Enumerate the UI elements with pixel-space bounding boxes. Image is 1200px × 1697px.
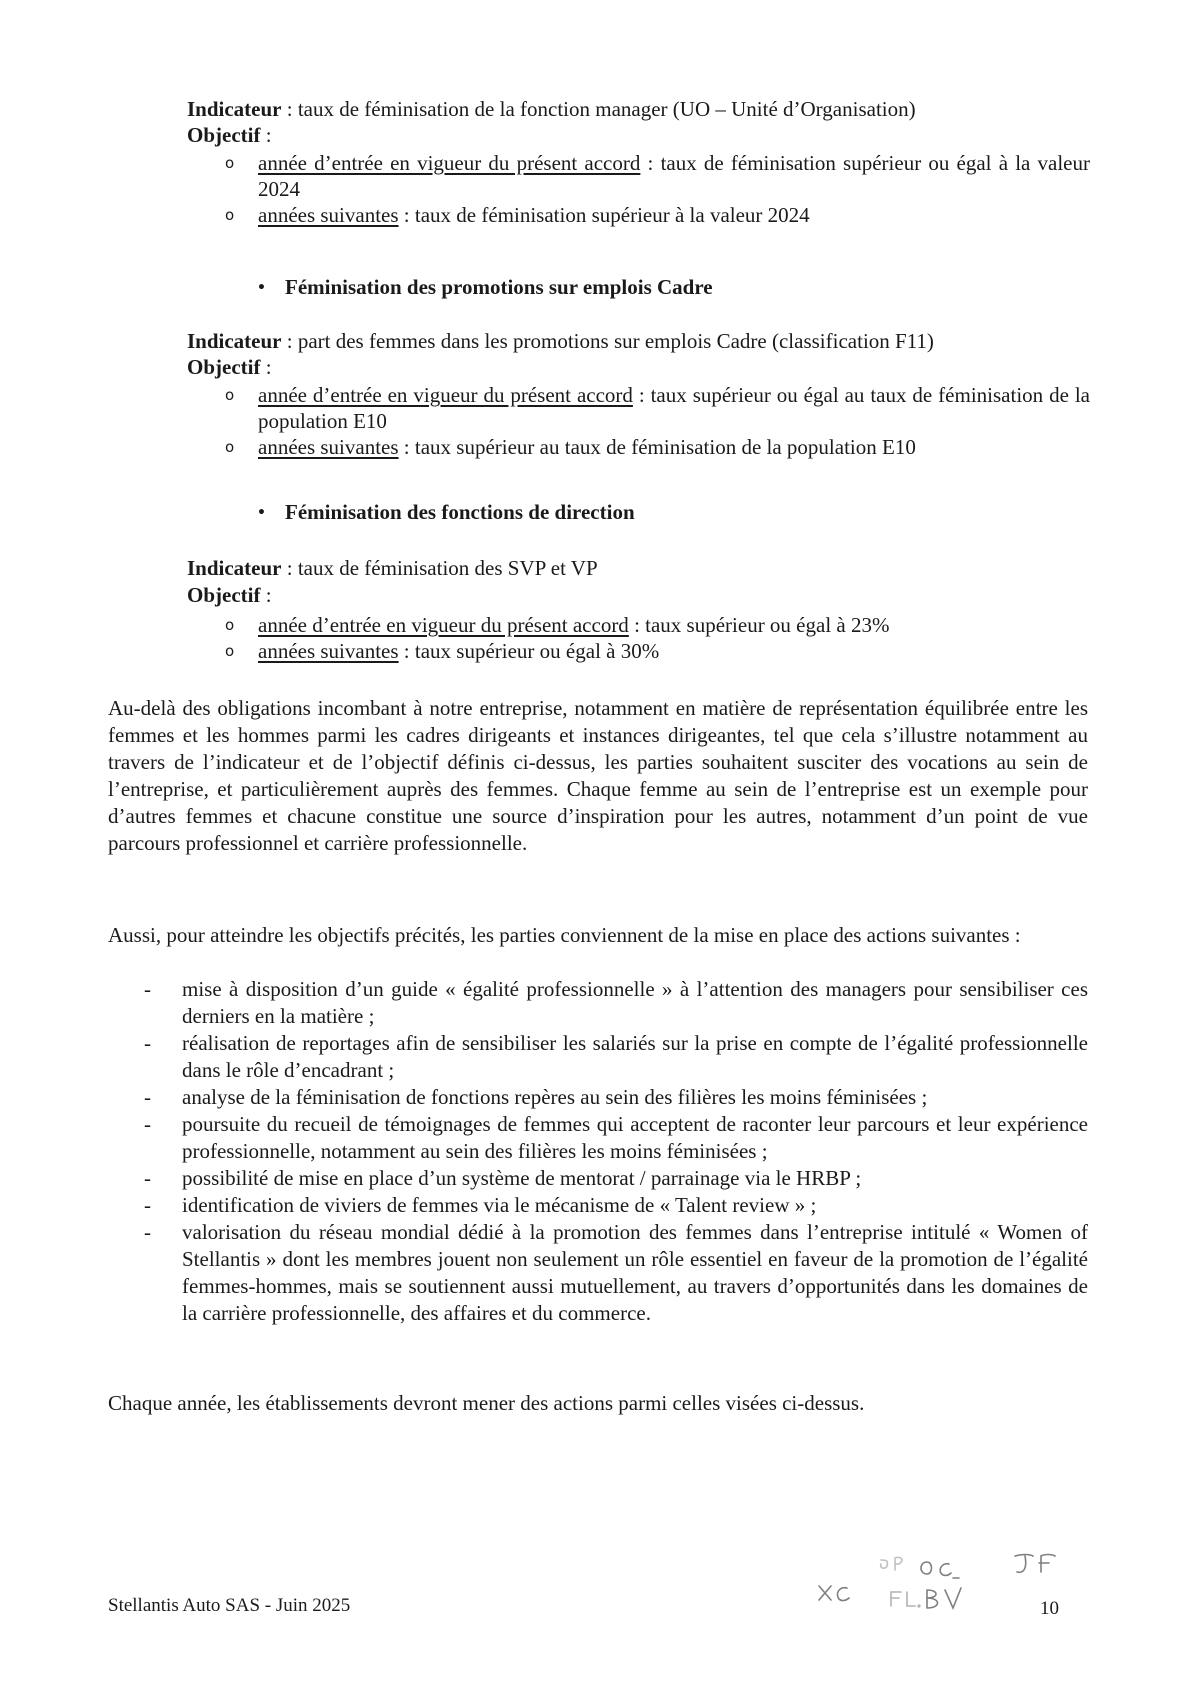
objective-period: année d’entrée en vigueur du présent accord [258, 613, 629, 637]
objective-item [225, 638, 1090, 664]
dash-bullet-icon: - [144, 977, 151, 1001]
bullet-icon: • [257, 280, 266, 296]
paragraph-closing: Chaque année, les établissements devront mener des actions parmi celles visées ci-dessus. [108, 1391, 865, 1415]
action-text: mise à disposition d’un guide « égalité professionnelle » à l’attention des managers pour sensibiliser ces derniers en la matière ; [182, 977, 1088, 1028]
action-text: réalisation de reportages afin de sensibiliser les salariés sur la prise en compte de l’égalité professionnelle dans le rôle d’encadrant ; [182, 1031, 1088, 1082]
objective-period: année d’entrée en vigueur du présent accord [258, 383, 633, 407]
objective-colon: : [260, 583, 272, 607]
circle-bullet-icon: o [225, 206, 235, 224]
dash-bullet-icon: - [144, 1166, 151, 1190]
bullet-icon: • [257, 505, 266, 521]
objective-list-2 [225, 382, 1090, 460]
objective-list-1 [225, 150, 1090, 228]
objective-item [225, 150, 1090, 202]
objective-line-3 [187, 582, 1087, 608]
objective-colon: : [260, 123, 272, 147]
objective-label: Objectif [187, 583, 261, 607]
indicator-text: : part des femmes dans les promotions sur emplois Cadre (classification F11) [281, 329, 934, 353]
objective-value: : taux de féminisation supérieur ou égal à la valeur 2024 [258, 151, 1090, 201]
page-number: 10 [1040, 1598, 1059, 1619]
objective-line-2 [187, 354, 1087, 380]
objective-label: Objectif [187, 355, 261, 379]
objective-item [225, 202, 1090, 228]
paragraph-vocations: Au-delà des obligations incombant à notre entreprise, notamment en matière de représentation équilibrée entre les femmes et les hommes parmi les cadres dirigeants et instances dirigeantes, tel que cela s’illustre notamment au travers de l’indicateur et de l’objectif définis ci-dessus, les parties souhaitent susciter des vocations au sein de l’entreprise, et particulièrement auprès des femmes. Chaque femme au sein de l’entreprise est un exemple pour d’autres femmes et chacune constitue une source d’inspiration pour les autres, notamment d’un point de vue parcours professionnel et carrière professionnelle. [108, 696, 1088, 855]
objective-item [225, 612, 1090, 638]
objective-label: Objectif [187, 123, 261, 147]
section-heading-text: Féminisation des fonctions de direction [285, 500, 635, 524]
dash-bullet-icon: - [144, 1031, 151, 1055]
dash-bullet-icon: - [144, 1085, 151, 1109]
handwritten-initials-signature [815, 1548, 1075, 1623]
action-text: identification de viviers de femmes via le mécanisme de « Talent review » ; [182, 1193, 817, 1217]
indicator-text: : taux de féminisation des SVP et VP [281, 556, 598, 580]
indicator-text: : taux de féminisation de la fonction manager (UO – Unité d’Organisation) [281, 97, 916, 121]
indicator-line-2 [187, 328, 1087, 354]
objective-period: années suivantes [258, 203, 399, 227]
action-item [140, 1030, 1088, 1084]
dash-bullet-icon: - [144, 1193, 151, 1217]
objective-value: : taux supérieur ou égal à 23% [628, 613, 890, 637]
objective-period: années suivantes [258, 435, 399, 459]
action-item [140, 1165, 1088, 1192]
objective-item [225, 382, 1090, 434]
indicator-label: Indicateur [187, 556, 282, 580]
action-item [140, 1192, 1088, 1219]
footer-company-date: Stellantis Auto SAS - Juin 2025 [108, 1595, 351, 1616]
objective-value: : taux supérieur au taux de féminisation de la population E10 [398, 435, 916, 459]
objective-list-3 [225, 612, 1090, 664]
objective-period: année d’entrée en vigueur du présent accord [258, 151, 641, 175]
paragraph-actions-intro: Aussi, pour atteindre les objectifs précités, les parties conviennent de la mise en place des actions suivantes : [108, 923, 1021, 947]
section-heading-direction [257, 499, 635, 526]
dash-bullet-icon: - [144, 1112, 151, 1136]
objective-value: : taux supérieur ou égal au taux de féminisation de la population E10 [258, 383, 1091, 433]
action-item [140, 1111, 1088, 1165]
objective-line-1 [187, 122, 1087, 148]
action-item [140, 1084, 1088, 1111]
dash-bullet-icon: - [144, 1220, 151, 1244]
circle-bullet-icon: o [225, 642, 235, 660]
action-text: valorisation du réseau mondial dédié à la promotion des femmes dans l’entreprise intitulé « Women of Stellantis » dont les membres jouent non seulement un rôle essentiel en faveur de la promotion de l’égalité femmes-hommes, mais se soutiennent aussi mutuellement, au travers d’opportunités dans les domaines de la carrière professionnelle, des affaires et du commerce. [182, 1220, 1088, 1325]
indicator-line-1 [187, 96, 1087, 122]
action-text: poursuite du recueil de témoignages de femmes qui acceptent de raconter leur parcours et leur expérience professionnelle, notamment au sein des filières les moins féminisées ; [182, 1112, 1088, 1163]
action-item [140, 1219, 1088, 1327]
objective-value: : taux de féminisation supérieur à la valeur 2024 [398, 203, 810, 227]
circle-bullet-icon: o [225, 616, 235, 634]
indicator-label: Indicateur [187, 329, 282, 353]
action-text: possibilité de mise en place d’un système de mentorat / parrainage via le HRBP ; [182, 1166, 862, 1190]
indicator-label: Indicateur [187, 97, 282, 121]
actions-list [140, 976, 1088, 1327]
objective-colon: : [260, 355, 272, 379]
objective-item [225, 434, 1090, 460]
section-heading-promotions [257, 274, 713, 301]
action-item [140, 976, 1088, 1030]
section-heading-text: Féminisation des promotions sur emplois Cadre [285, 275, 713, 299]
circle-bullet-icon: o [225, 438, 235, 456]
action-text: analyse de la féminisation de fonctions repères au sein des filières les moins féminisées ; [182, 1085, 928, 1109]
circle-bullet-icon: o [225, 154, 235, 172]
indicator-line-3 [187, 555, 1087, 581]
objective-value: : taux supérieur ou égal à 30% [398, 639, 660, 663]
objective-period: années suivantes [258, 639, 399, 663]
circle-bullet-icon: o [225, 386, 235, 404]
